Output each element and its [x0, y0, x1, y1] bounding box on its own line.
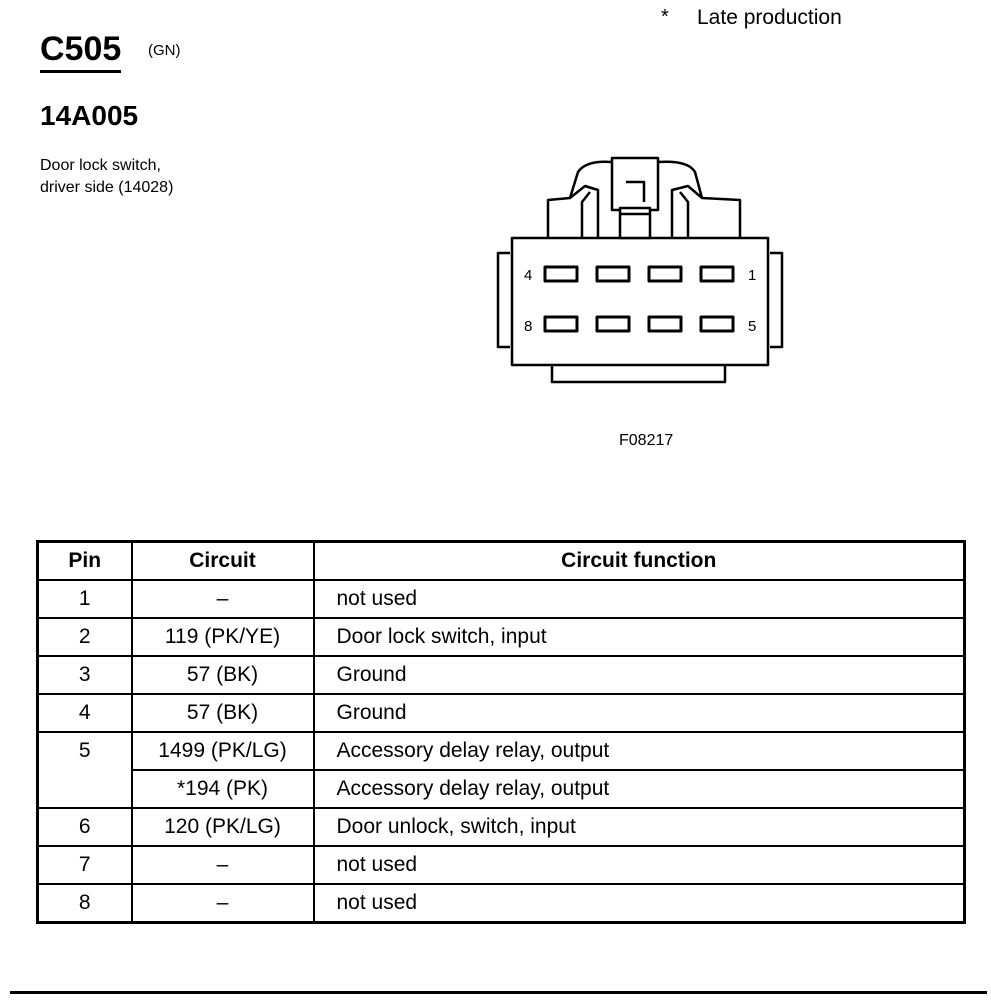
- connector-bottom-rail: [552, 365, 725, 382]
- pin-cell: 6: [38, 808, 132, 846]
- pin-cavity-2: [649, 267, 681, 281]
- pin-label-8: 8: [524, 318, 533, 335]
- table-row: [38, 732, 965, 770]
- pin-cell: 5: [38, 732, 132, 808]
- connector-description: [40, 155, 173, 199]
- function-cell: Door unlock, switch, input: [314, 808, 965, 846]
- connector-lock-tab: [620, 208, 650, 238]
- connector-latch-center: [612, 162, 658, 210]
- pin-cavity-1: [701, 267, 733, 281]
- pin-cavity-3: [597, 267, 629, 281]
- circuit-cell: 119 (PK/YE): [132, 618, 314, 656]
- circuit-cell: *194 (PK): [132, 770, 314, 808]
- circuit-cell: 57 (BK): [132, 656, 314, 694]
- pin-cell: 7: [38, 846, 132, 884]
- header-function: Circuit function: [314, 542, 965, 581]
- note-text: Late production: [697, 6, 842, 29]
- function-cell: not used: [314, 846, 965, 884]
- circuit-cell: –: [132, 846, 314, 884]
- table-header-row: [38, 542, 965, 581]
- pin-cell: 2: [38, 618, 132, 656]
- pin-table: [36, 540, 966, 924]
- function-cell: not used: [314, 884, 965, 923]
- connector-latch-outer-right: [680, 192, 688, 238]
- table-row: [38, 884, 965, 923]
- header-pin: Pin: [38, 542, 132, 581]
- pin-cavity-5: [701, 317, 733, 331]
- connector-body: [512, 238, 768, 365]
- table-row: [38, 770, 965, 808]
- pin-cavity-7: [597, 317, 629, 331]
- function-cell: Ground: [314, 656, 965, 694]
- pin-cell: 1: [38, 580, 132, 618]
- connector-right-ear: [770, 253, 782, 347]
- table-row: [38, 580, 965, 618]
- bottom-rule: [10, 991, 987, 994]
- table-row: [38, 656, 965, 694]
- pin-cell: 8: [38, 884, 132, 923]
- connector-id: C505: [40, 30, 121, 73]
- function-cell: not used: [314, 580, 965, 618]
- pin-cavity-4: [545, 267, 577, 281]
- table-row: [38, 846, 965, 884]
- connector-face-diagram: [490, 150, 790, 390]
- pin-cavity-8: [545, 317, 577, 331]
- circuit-cell: 57 (BK): [132, 694, 314, 732]
- circuit-cell: –: [132, 884, 314, 923]
- table-row: [38, 694, 965, 732]
- figure-code: F08217: [619, 432, 674, 449]
- table-row: [38, 618, 965, 656]
- connector-latch-left: [570, 186, 598, 238]
- pin-label-1: 1: [748, 267, 757, 284]
- function-cell: Ground: [314, 694, 965, 732]
- pin-cell: 4: [38, 694, 132, 732]
- function-cell: Accessory delay relay, output: [314, 770, 965, 808]
- circuit-cell: 120 (PK/LG): [132, 808, 314, 846]
- pin-cell: 3: [38, 656, 132, 694]
- pin-label-4: 4: [524, 267, 533, 284]
- description-line-2: driver side (14028): [40, 179, 174, 196]
- circuit-cell: 1499 (PK/LG): [132, 732, 314, 770]
- part-number: 14A005: [40, 100, 139, 131]
- description-line-1: Door lock switch,: [40, 157, 161, 174]
- pin-cavity-6: [649, 317, 681, 331]
- pin-label-5: 5: [748, 318, 757, 335]
- circuit-cell: –: [132, 580, 314, 618]
- function-cell: Accessory delay relay, output: [314, 732, 965, 770]
- connector-latch-outer-left: [582, 192, 590, 238]
- note-symbol: *: [661, 6, 669, 28]
- connector-color: (GN): [148, 42, 181, 59]
- table-row: [38, 808, 965, 846]
- connector-left-ear: [498, 253, 510, 347]
- function-cell: Door lock switch, input: [314, 618, 965, 656]
- header-circuit: Circuit: [132, 542, 314, 581]
